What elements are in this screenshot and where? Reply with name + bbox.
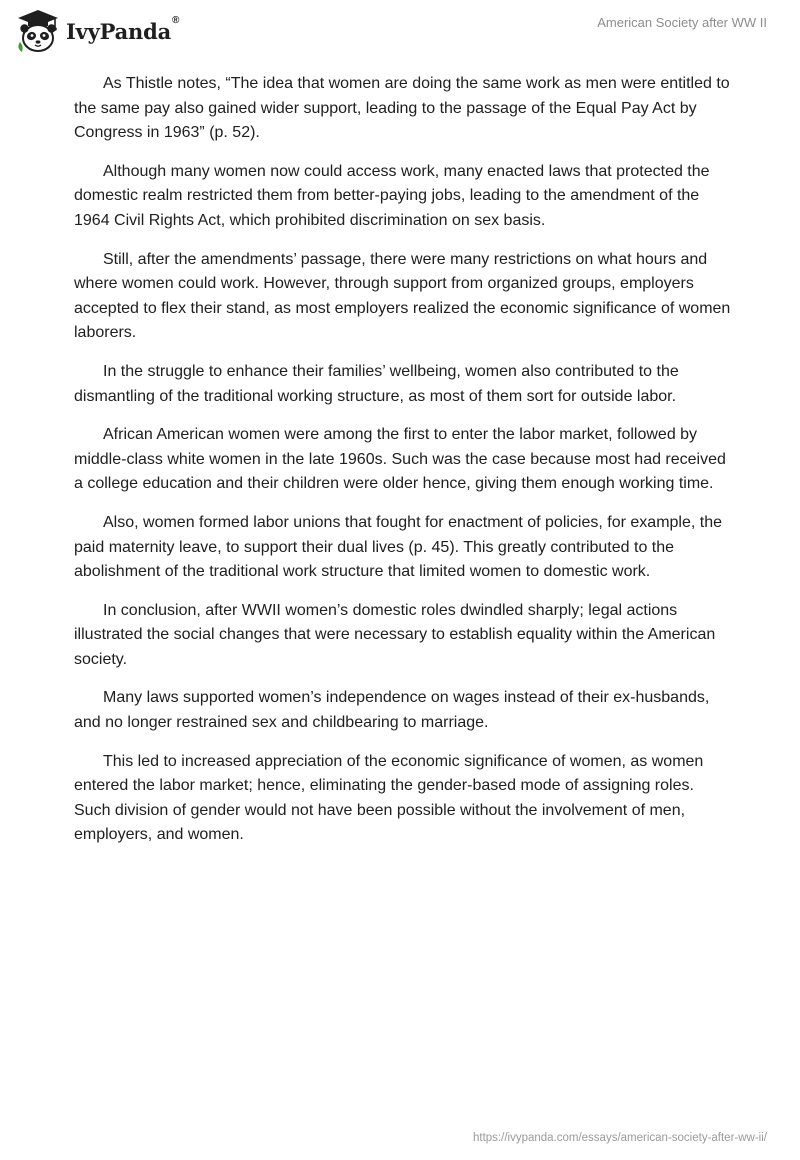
document-title: American Society after WW II [597, 15, 767, 30]
paragraph: Many laws supported women’s independence on wages instead of their ex-husbands, and no longer restrained sex and childbearing to marriage. [74, 689, 710, 732]
paragraph: This led to increased appreciation of the economic significance of women, as women entered the labor market; hence, eliminating the gender-based mode of assigning roles. Such division of gender would not have been possible without the involvement of men, employers, and women. [74, 752, 704, 844]
paragraph: African American women were among the first to enter the labor market, followed by middle-class white women in the late 1960s. Such was the case because most had received a college education and their children were older hence, giving them enough working time. [74, 426, 726, 493]
paragraph: In the struggle to enhance their families’ wellbeing, women also contributed to the dismantling of the traditional working structure, as most of them sort for outside labor. [74, 362, 679, 405]
essay-body [74, 72, 734, 862]
paragraph: In conclusion, after WWII women’s domestic roles dwindled sharply; legal actions illustrated the social changes that were necessary to establish equality within the American society. [74, 601, 716, 668]
paragraph: As Thistle notes, “The idea that women are doing the same work as men were entitled to the same pay also gained wider support, leading to the passage of the Equal Pay Act by Congress in 1963” (p. 52). [74, 75, 730, 142]
panda-graduation-cap-icon [14, 8, 62, 54]
paragraph: Still, after the amendments’ passage, there were many restrictions on what hours and where women could work. However, through support from organized groups, employers accepted to flex their stand, as most employers realized the economic significance of women laborers. [74, 250, 731, 342]
paragraph: Also, women formed labor unions that fought for enactment of policies, for example, the paid maternity leave, to support their dual lives (p. 45). This greatly contributed to the abolishment of the traditional work structure that limited women to domestic work. [74, 513, 722, 581]
source-url-link[interactable]: https://ivypanda.com/essays/american-society-after-ww-ii/ [473, 1132, 767, 1144]
ivypanda-logo[interactable] [14, 8, 179, 54]
page-header [0, 0, 800, 62]
paragraph: Although many women now could access work, many enacted laws that protected the domestic realm restricted them from better-paying jobs, leading to the amendment of the 1964 Civil Rights Act, which prohibited discrimination on sex basis. [74, 162, 710, 229]
brand-name: IvyPanda® [66, 14, 180, 44]
registered-mark: ® [172, 14, 180, 26]
